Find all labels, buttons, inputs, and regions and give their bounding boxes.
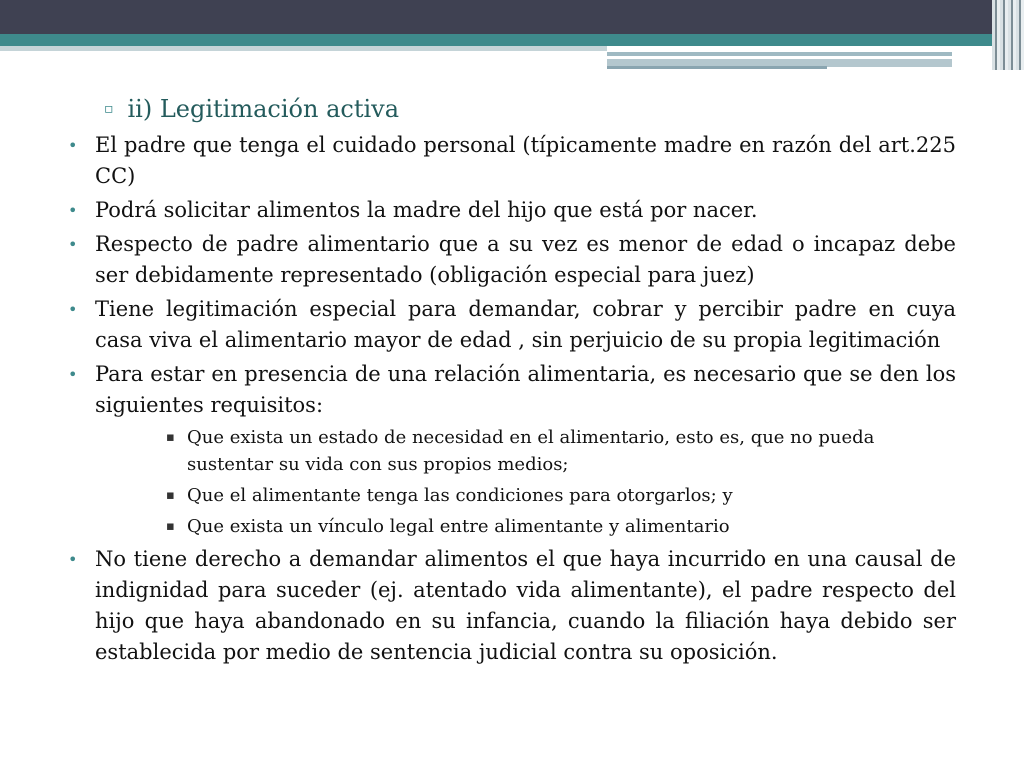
header-accent-line xyxy=(607,52,952,56)
sub-bullet-text: Que exista un vínculo legal entre alimentante y alimentario xyxy=(187,516,730,537)
slide-content xyxy=(60,130,956,671)
sub-bullet-text: Que el alimentante tenga las condiciones para otorgarlos; y xyxy=(187,485,733,506)
bullet-text: Podrá solicitar alimentos la madre del hijo que está por nacer. xyxy=(95,198,758,222)
bullet-text: Respecto de padre alimentario que a su vez es menor de edad o incapaz debe ser debidamente representado (obligación especial para juez) xyxy=(95,232,956,287)
slide-title-row xyxy=(104,92,399,126)
slide-title: ii) Legitimación activa xyxy=(127,95,399,123)
square-bullet-icon: ▫ xyxy=(104,101,114,117)
bullet-icon: • xyxy=(68,365,78,384)
bullet-icon: • xyxy=(68,136,78,155)
sub-bullet-item xyxy=(60,482,956,509)
bullet-item xyxy=(60,544,956,668)
bullet-icon: • xyxy=(68,201,78,220)
bullet-item xyxy=(60,359,956,421)
header-accent-line xyxy=(607,66,827,69)
sub-bullet-text: Que exista un estado de necesidad en el alimentario, esto es, que no pueda sustentar su vida con sus propios medios; xyxy=(187,427,875,475)
bullet-item xyxy=(60,229,956,291)
header-grey-band xyxy=(0,46,607,51)
bullet-text: No tiene derecho a demandar alimentos el que haya incurrido en una causal de indignidad para suceder (ej. atentado vida alimentante), el padre respecto del hijo que haya abandonado en su infancia, cuando la filiación haya debido ser establecida por medio de sentencia judicial contra su oposición. xyxy=(95,547,956,664)
header-stripes xyxy=(992,0,1024,70)
sub-bullet-item xyxy=(60,424,956,478)
sub-bullet-icon: ▪ xyxy=(166,519,175,534)
bullet-icon: • xyxy=(68,550,78,569)
bullet-icon: • xyxy=(68,300,78,319)
bullet-text: El padre que tenga el cuidado personal (típicamente madre en razón del art.225 CC) xyxy=(95,133,956,188)
bullet-icon: • xyxy=(68,235,78,254)
header-bar xyxy=(0,0,1024,34)
bullet-text: Tiene legitimación especial para demandar, cobrar y percibir padre en cuya casa viva el alimentario mayor de edad , sin perjuicio de su propia legitimación xyxy=(95,297,956,352)
bullet-item xyxy=(60,294,956,356)
sub-bullet-item xyxy=(60,513,956,540)
bullet-item xyxy=(60,195,956,226)
header-teal-band xyxy=(0,34,1024,46)
bullet-item xyxy=(60,130,956,192)
sub-bullet-icon: ▪ xyxy=(166,430,175,445)
sub-bullet-icon: ▪ xyxy=(166,488,175,503)
bullet-text: Para estar en presencia de una relación alimentaria, es necesario que se den los siguientes requisitos: xyxy=(95,362,956,417)
